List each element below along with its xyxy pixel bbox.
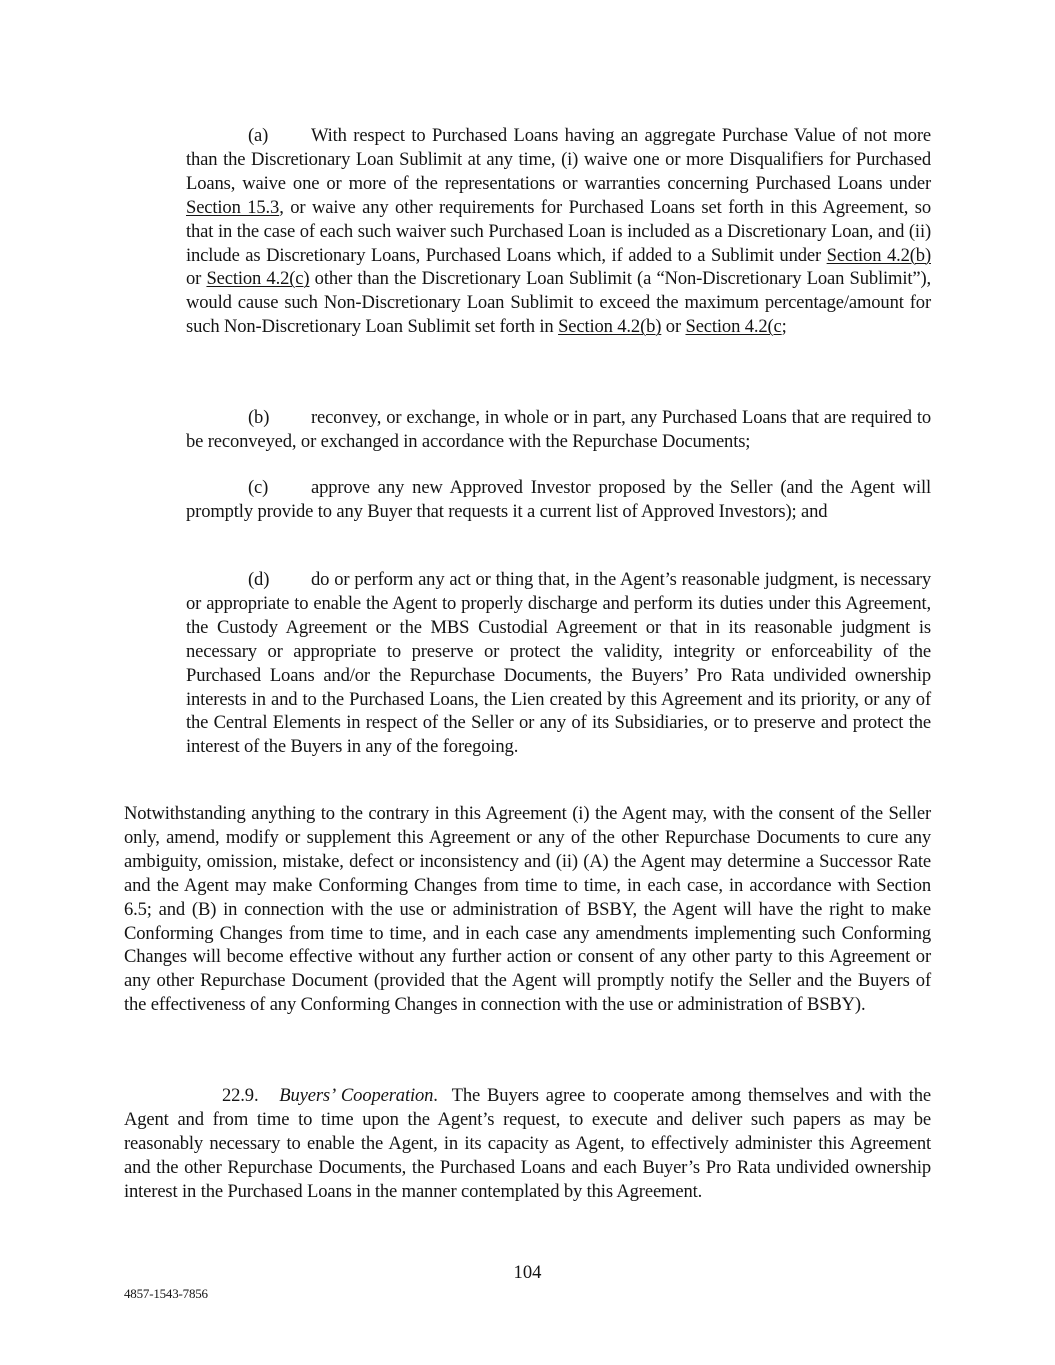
clause-text: do or perform any act or thing that, in the Agent’s reasonable judgment, is necessary or appropriate to enable the Agent to properly discharge and perform its duties under this Agreement, the Custody Agreement or the MBS Custodial Agreement or that in its reasonable judgment is necessary or appropriate to preserve or protect the validity, integrity or enforceability of the Purchased Loans and/or the Repurchase Documents, the Buyers’ Pro Rata undivided ownership interests in and to the Purchased Loans, the Lien created by this Agreement and its priority, or any of the Central Elements in respect of the Seller or any of its Subsidiaries, or to preserve and protect the interest of the Buyers in any of the foregoing.	[186, 569, 931, 758]
text-run: other than the Discretionary Loan Sublimit (a “Non-Discretionary Loan Sublimit”), would cause such Non-Discretionary Loan Sublimit to exceed the maximum percentage/amount for such Non-Discretionary Loan Sublimit set forth in	[186, 268, 932, 338]
clause-label: (d)	[248, 569, 270, 590]
text-run: ;	[781, 316, 787, 338]
section-heading: Buyers’ Cooperation	[279, 1085, 434, 1106]
clause-c	[186, 476, 931, 524]
section-4-2-c-reference[interactable]: Section 4.2(c)	[206, 268, 310, 290]
section-number: 22.9.	[222, 1085, 259, 1106]
clause-b	[186, 406, 931, 454]
text-run: or	[186, 268, 207, 290]
section-text: The Buyers agree to cooperate among themselves and with the Agent and from time to time upon the Agent’s request, to execute and deliver such papers as may be reasonably necessary to enable the Agent, in its capacity as Agent, to effectively administer this Agreement and the other Repurchase Documents, the Purchased Loans and each Buyer’s Pro Rata undivided ownership interest in the Purchased Loans in the manner contemplated by this Agreement.	[124, 1085, 931, 1202]
section-4-2-b-reference[interactable]: Section 4.2(b)	[826, 244, 931, 266]
heading-punctuation: .	[433, 1085, 438, 1106]
clause-text: approve any new Approved Investor proposed by the Seller (and the Agent will promptly provide to any Buyer that requests it a current list of Approved Investors); and	[186, 477, 931, 522]
section-4-2-b-reference[interactable]: Section 4.2(b)	[558, 316, 662, 338]
clause-text	[186, 125, 931, 337]
text-run: , or waive any other requirements for Purchased Loans set forth in this Agreement, so that in the case of each such waiver such Purchased Loan is included as a Discretionary Loan, and (ii) include as Discretionary Loans, Purchased Loans which, if added to a Sublimit under	[186, 196, 931, 266]
clause-a	[186, 124, 931, 339]
document-id: 4857-1543-7856	[124, 1286, 208, 1301]
clause-text: reconvey, or exchange, in whole or in part, any Purchased Loans that are required to be reconveyed, or exchanged in accordance with the Repurchase Documents;	[186, 407, 931, 452]
clause-d	[186, 568, 931, 759]
clause-label: (a)	[248, 125, 269, 146]
section-4-2-c-reference[interactable]: Section 4.2(c	[685, 316, 782, 338]
page-number: 104	[513, 1262, 542, 1283]
clause-label: (c)	[248, 477, 269, 498]
text-run: With respect to Purchased Loans having an aggregate Purchase Value of not more than the Discretionary Loan Sublimit at any time, (i) waive one or more Disqualifiers for Purchased Loans, waive one or more of the representations or warranties concerning Purchased Loans under	[186, 125, 931, 194]
notwithstanding-paragraph: Notwithstanding anything to the contrary in this Agreement (i) the Agent may, with the consent of the Seller only, amend, modify or supplement this Agreement or any of the other Repurchase Documents to cure any ambiguity, omission, mistake, defect or inconsistency and (ii) (A) the Agent may determine a Successor Rate and the Agent may make Conforming Changes from time to time, in each case, in accordance with Section 6.5; and (B) in connection with the use or administration of BSBY, the Agent will have the right to make Conforming Changes from time to time, and in each case any amendments implementing such Conforming Changes will become effective without any further action or consent of any other party to this Agreement or any other Repurchase Document (provided that the Agent will promptly notify the Seller and the Buyers of the effectiveness of any Conforming Changes in connection with the use or administration of BSBY).	[124, 803, 931, 1016]
section-22-9	[124, 1084, 931, 1204]
clause-label: (b)	[248, 407, 270, 428]
text-run: or	[661, 316, 686, 338]
section-15-3-reference[interactable]: Section 15.3	[186, 196, 280, 218]
